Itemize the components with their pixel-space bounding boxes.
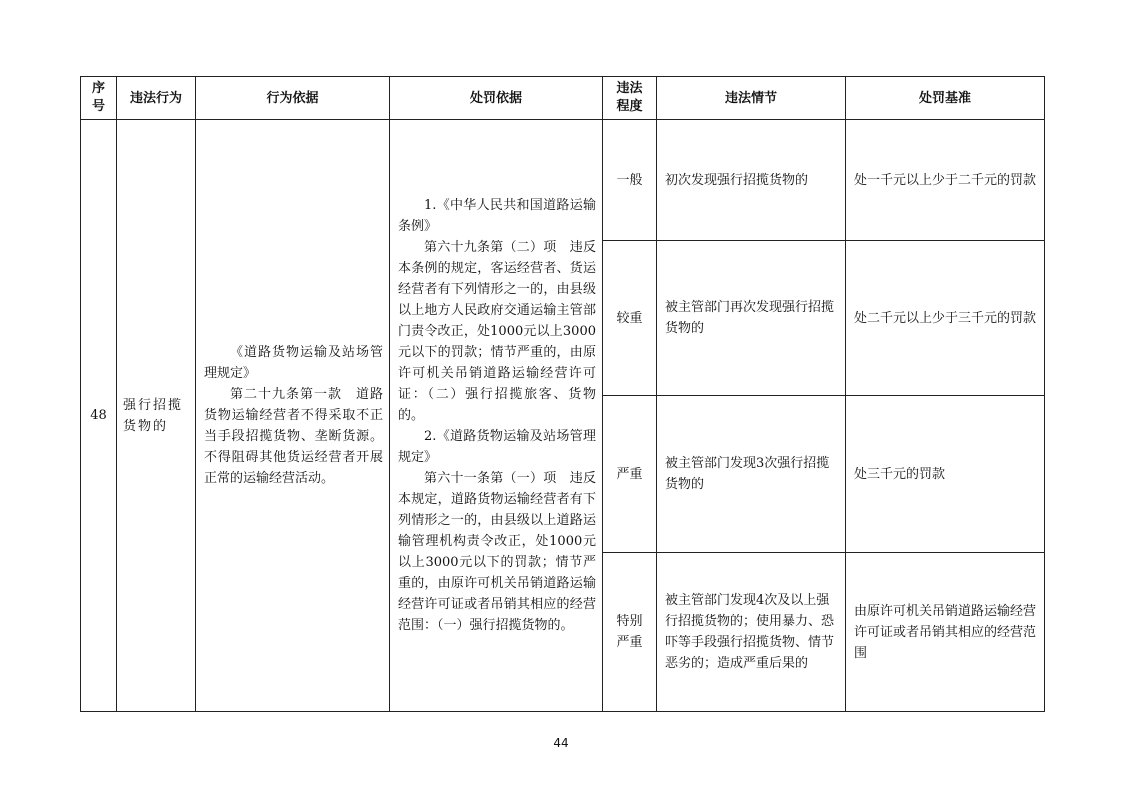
penalty-basis-title-2: 2.《道路货物运输及站场管理规定》 <box>398 429 596 465</box>
penalty-basis-body-2: 第六十一条第（一）项 违反本规定，道路货物运输经营者有下列情形之一的，由县级以上道路运输管理机构责令改正，处1000元以上3000元以下的罚款；情节严重的，由原许可机关吊销道路运输经营许可证或者吊销其相应的经营范围：（一）强行招揽货物的。 <box>398 471 596 633</box>
violation-text: 强行招揽货物的 <box>123 397 184 434</box>
header-row <box>81 77 1045 120</box>
header-penalty-basis: 处罚依据 <box>390 77 603 120</box>
table-row <box>81 120 1045 241</box>
header-seq: 序号 <box>81 77 117 120</box>
seq-cell: 48 <box>81 120 117 712</box>
basis-body: 第二十九条第一款 道路货物运输经营者不得采取不正当手段招揽货物、垄断货源。不得阻碍其他货运经营者开展正常的运输经营活动。 <box>204 387 383 486</box>
degree-cell: 特别严重 <box>603 553 657 712</box>
degree-cell: 严重 <box>603 396 657 553</box>
circumstance-cell: 被主管部门发现4次及以上强行招揽货物的；使用暴力、恐吓等手段强行招揽货物、情节恶劣的；造成严重后果的 <box>657 553 846 712</box>
header-basis: 行为依据 <box>196 77 390 120</box>
standard-cell: 处二千元以上少于三千元的罚款 <box>846 241 1045 396</box>
basis-cell <box>196 120 390 712</box>
degree-cell: 一般 <box>603 120 657 241</box>
violation-cell <box>117 120 196 712</box>
standard-cell: 处三千元的罚款 <box>846 396 1045 553</box>
penalty-basis-title-1: 1.《中华人民共和国道路运输条例》 <box>398 198 596 234</box>
penalty-table <box>80 76 1045 712</box>
header-circumstance: 违法情节 <box>657 77 846 120</box>
header-standard: 处罚基准 <box>846 77 1045 120</box>
degree-cell: 较重 <box>603 241 657 396</box>
header-violation: 违法行为 <box>117 77 196 120</box>
penalty-basis-cell <box>390 120 603 712</box>
basis-title: 《道路货物运输及站场管理规定》 <box>204 345 383 381</box>
header-degree: 违法程度 <box>603 77 657 120</box>
circumstance-cell: 初次发现强行招揽货物的 <box>657 120 846 241</box>
standard-cell: 由原许可机关吊销道路运输经营许可证或者吊销其相应的经营范围 <box>846 553 1045 712</box>
page-number: 44 <box>553 736 569 750</box>
circumstance-cell: 被主管部门再次发现强行招揽货物的 <box>657 241 846 396</box>
penalty-basis-body-1: 第六十九条第（二）项 违反本条例的规定，客运经营者、货运经营者有下列情形之一的，由县级以上地方人民政府交通运输主管部门责令改正，处1000元以上3000元以下的罚款；情节严重的，由原许可机关吊销道路运输经营许可证：（二）强行招揽旅客、货物的。 <box>398 240 596 423</box>
standard-cell: 处一千元以上少于二千元的罚款 <box>846 120 1045 241</box>
circumstance-cell: 被主管部门发现3次强行招揽货物的 <box>657 396 846 553</box>
